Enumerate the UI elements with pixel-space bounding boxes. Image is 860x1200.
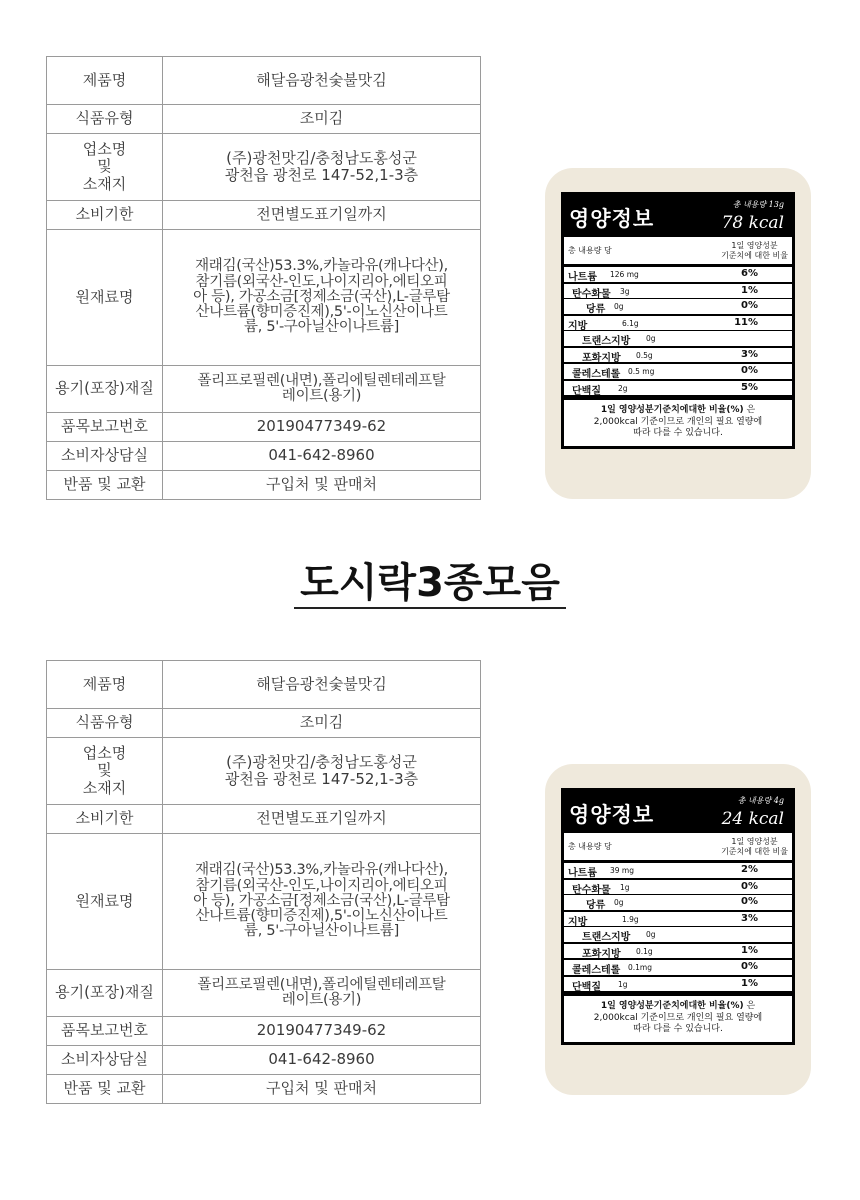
nutrient-name: 나트륨 (568, 868, 597, 879)
nutrient-percent: 3% (741, 348, 758, 360)
row-key: 반품 및 교환 (47, 471, 163, 500)
nutrient-name: 포화지방 (582, 948, 621, 960)
nutrient-percent: 0% (741, 880, 758, 892)
row-key: 제품명 (47, 661, 163, 709)
nutrient-row (564, 960, 792, 977)
nutrient-amount: 1g (620, 882, 630, 892)
nutrient-amount: 0.1g (636, 946, 653, 956)
nutrient-amount: 3g (620, 286, 630, 296)
nutrient-percent: 1% (741, 944, 758, 956)
nutrient-row (564, 316, 792, 332)
nutrient-percent: 3% (741, 912, 758, 924)
row-value: 폴리프로필렌(내면),폴리에틸렌테레프탈 레이트(용기) (163, 970, 481, 1017)
nutrient-name: 탄수화물 (572, 884, 611, 896)
nutrient-amount: 0g (646, 930, 656, 939)
row-value: 조미김 (163, 105, 481, 134)
nutrient-row (564, 912, 792, 928)
row-value: (주)광천맛김/충청남도홍성군 광천읍 광천로 147-52,1-3층 (163, 134, 481, 201)
row-key: 원재료명 (47, 834, 163, 970)
row-value: 전면별도표기일까지 (163, 805, 481, 834)
row-value: 폴리프로필렌(내면),폴리에틸렌테레프탈 레이트(용기) (163, 366, 481, 413)
kcal-value: 78 kcal (721, 213, 784, 233)
nutrition-frame-1 (545, 168, 811, 499)
nutrient-name: 탄수화물 (572, 288, 611, 300)
nutrient-percent: 0% (741, 896, 758, 907)
nutrient-percent: 5% (741, 381, 758, 393)
row-key: 업소명 및 소재지 (47, 134, 163, 201)
nutrition-frame-2 (545, 764, 811, 1095)
nutrient-percent: 0% (741, 365, 758, 376)
section-title-text: 도시락3종모음 (294, 561, 566, 609)
row-value: 구입처 및 판매처 (163, 1075, 481, 1104)
nutrient-name: 콜레스테롤 (572, 369, 621, 380)
nutrient-percent: 1% (741, 284, 758, 296)
nutrient-percent: 2% (741, 864, 758, 875)
nutrition-label-1 (561, 192, 795, 449)
row-key: 반품 및 교환 (47, 1075, 163, 1104)
row-key: 소비기한 (47, 201, 163, 230)
nutrient-rows (564, 863, 792, 993)
nutrient-row (564, 267, 792, 284)
footer-text: 은 2,000kcal 기준이므로 개인의 필요 열량에 따라 다를 수 있습니다. (593, 1001, 763, 1035)
nutrient-amount: 0.5 mg (628, 367, 655, 376)
nutrient-row (564, 863, 792, 880)
row-key: 원재료명 (47, 230, 163, 366)
nutrient-percent: 0% (741, 300, 758, 311)
serving-row (564, 833, 792, 863)
row-key: 제품명 (47, 57, 163, 105)
row-key: 용기(포장)재질 (47, 970, 163, 1017)
row-value: 20190477349-62 (163, 413, 481, 442)
row-value: 해달음광천숯불맛김 (163, 661, 481, 709)
nutrient-name: 콜레스테롤 (572, 965, 621, 976)
footer-text: 은 2,000kcal 기준이므로 개인의 필요 열량에 따라 다를 수 있습니다. (593, 405, 763, 439)
daily-header: 1일 영양성분 기준치에 대한 비율 (721, 836, 788, 856)
nutrient-amount: 39 mg (610, 866, 634, 875)
nutrient-rows (564, 267, 792, 397)
nutrition-header (564, 791, 792, 833)
nutrient-name: 트랜스지방 (582, 932, 631, 943)
nutrient-amount: 0.1mg (628, 963, 652, 972)
nutrient-percent: 0% (741, 961, 758, 972)
nutrient-row (564, 944, 792, 961)
nutrient-row (564, 880, 792, 896)
nutrient-name: 나트륨 (568, 272, 597, 283)
row-value: 재래김(국산)53.3%,카놀라유(캐나다산), 참기름(외국산-인도,나이지리아,에티오피 아 등), 가공소금[정제소금(국산),L-글루탐 산나트륨(향미증진제),5'-이노신산이나트 륨, 5'-구아닐산이나트륨] (163, 834, 481, 970)
nutrition-body (564, 833, 792, 993)
row-key: 업소명 및 소재지 (47, 738, 163, 805)
nutrient-amount: 0g (614, 898, 624, 907)
row-key: 소비자상담실 (47, 1046, 163, 1075)
nutrient-amount: 1g (618, 979, 628, 989)
kcal-value: 24 kcal (721, 809, 784, 829)
row-value: 재래김(국산)53.3%,카놀라유(캐나다산), 참기름(외국산-인도,나이지리아,에티오피 아 등), 가공소금[정제소금(국산),L-글루탐 산나트륨(향미증진제),5'-이노신산이나트 륨, 5'-구아닐산이나트륨] (163, 230, 481, 366)
row-value: 조미김 (163, 709, 481, 738)
nutrient-amount: 0g (614, 302, 624, 311)
serving-text: 총 내용량 당 (568, 246, 612, 255)
nutrient-name: 당류 (586, 900, 606, 911)
total-weight: 총 내용량 4g (737, 796, 784, 805)
nutrient-row (564, 299, 792, 316)
row-value: 해달음광천숯불맛김 (163, 57, 481, 105)
row-key: 품목보고번호 (47, 413, 163, 442)
nutrition-title: 영양정보 (569, 207, 655, 231)
total-weight: 총 내용량 13g (732, 200, 784, 209)
nutrient-percent: 1% (741, 977, 758, 989)
footer-bold: 1일 영양성분기준치에대한 비율(%) (600, 405, 744, 415)
nutrient-percent: 6% (741, 268, 758, 279)
product-info-table-1 (46, 56, 481, 500)
row-key: 소비기한 (47, 805, 163, 834)
row-key: 소비자상담실 (47, 442, 163, 471)
nutrient-name: 트랜스지방 (582, 336, 631, 347)
nutrient-row (564, 348, 792, 365)
row-value: 041-642-8960 (163, 442, 481, 471)
nutrition-header (564, 195, 792, 237)
row-key: 품목보고번호 (47, 1017, 163, 1046)
nutrient-amount: 1.9g (622, 914, 639, 924)
nutrition-body (564, 237, 792, 397)
nutrient-name: 지방 (568, 320, 588, 332)
nutrient-percent: 11% (734, 316, 758, 328)
nutrient-amount: 6.1g (622, 318, 639, 328)
nutrient-name: 단백질 (572, 385, 601, 397)
row-value: 041-642-8960 (163, 1046, 481, 1075)
row-key: 식품유형 (47, 105, 163, 134)
nutrition-footer (564, 993, 792, 1042)
nutrient-row (564, 381, 792, 398)
nutrient-name: 포화지방 (582, 352, 621, 364)
nutrient-amount: 2g (618, 383, 628, 393)
daily-header: 1일 영양성분 기준치에 대한 비율 (721, 240, 788, 260)
serving-text: 총 내용량 당 (568, 842, 612, 851)
nutrient-amount: 126 mg (610, 270, 639, 279)
nutrient-row (564, 331, 792, 348)
nutrient-name: 단백질 (572, 981, 601, 993)
product-info-table-2 (46, 660, 481, 1104)
nutrition-title: 영양정보 (569, 803, 655, 827)
row-value: 구입처 및 판매처 (163, 471, 481, 500)
nutrition-label-2 (561, 788, 795, 1045)
nutrient-row (564, 977, 792, 994)
footer-bold: 1일 영양성분기준치에대한 비율(%) (600, 1001, 744, 1011)
nutrient-amount: 0g (646, 334, 656, 343)
serving-row (564, 237, 792, 267)
nutrient-name: 당류 (586, 304, 606, 315)
row-key: 용기(포장)재질 (47, 366, 163, 413)
nutrient-row (564, 364, 792, 381)
nutrient-row (564, 284, 792, 300)
nutrition-footer (564, 397, 792, 446)
nutrient-amount: 0.5g (636, 350, 653, 360)
row-value: (주)광천맛김/충청남도홍성군 광천읍 광천로 147-52,1-3층 (163, 738, 481, 805)
nutrient-row (564, 895, 792, 912)
row-value: 전면별도표기일까지 (163, 201, 481, 230)
row-value: 20190477349-62 (163, 1017, 481, 1046)
nutrient-name: 지방 (568, 916, 588, 928)
section-title (0, 560, 860, 609)
nutrient-row (564, 927, 792, 944)
row-key: 식품유형 (47, 709, 163, 738)
